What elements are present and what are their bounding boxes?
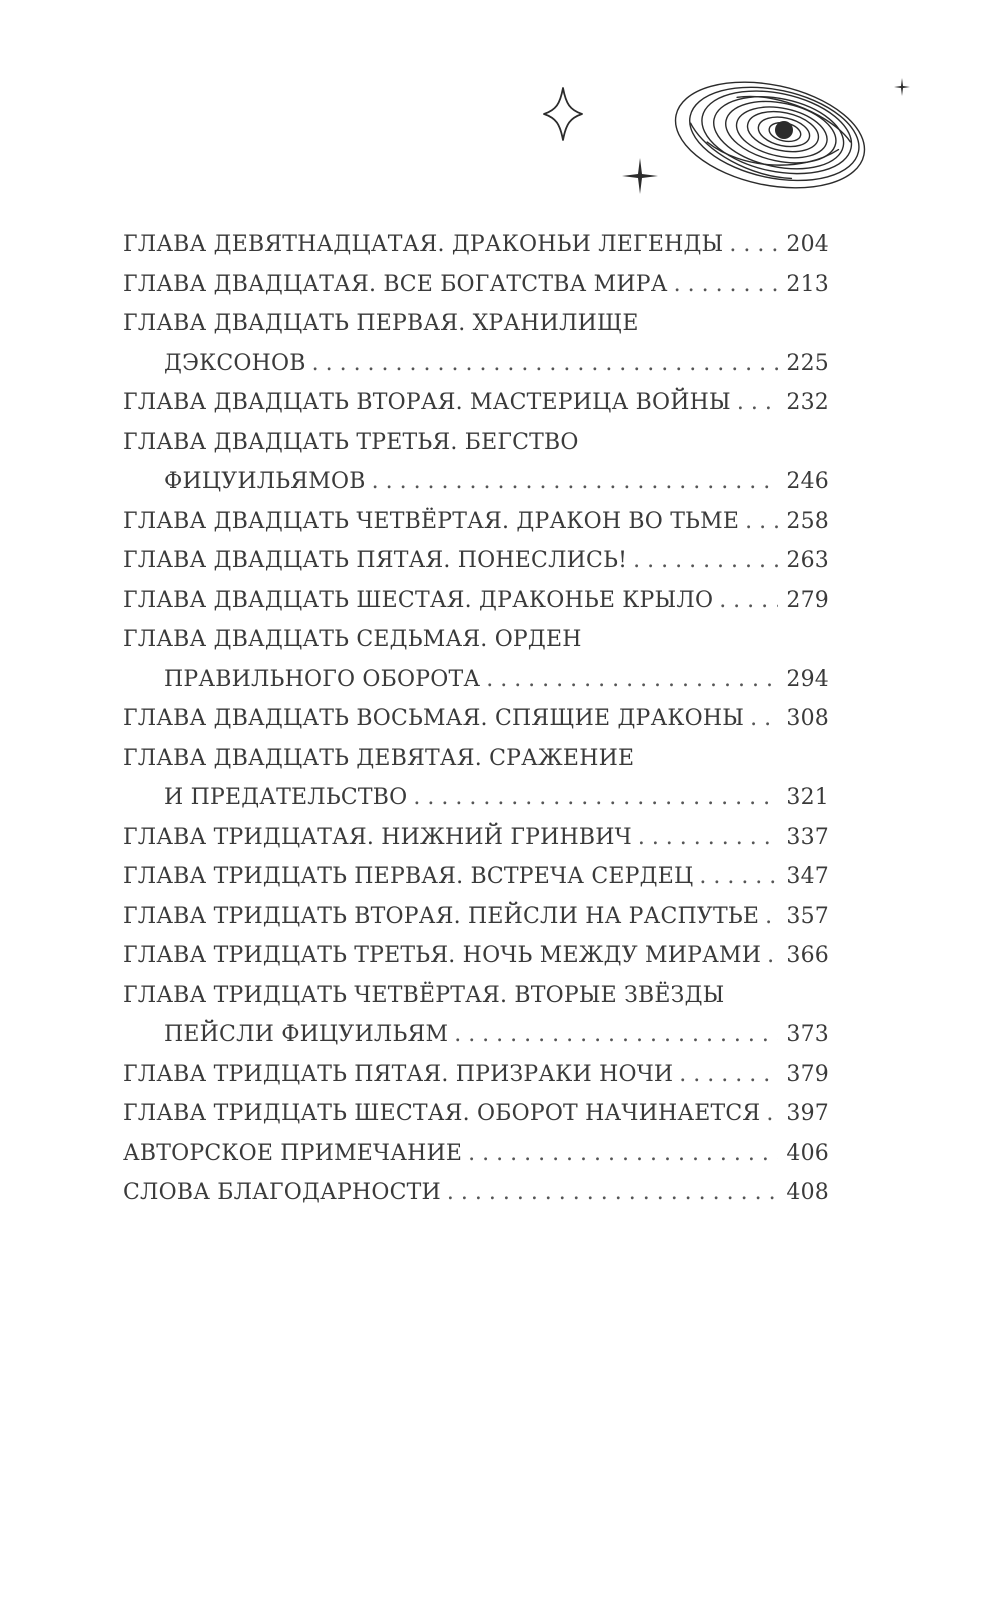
toc-page-number: 232 (786, 390, 829, 415)
toc-entry-continuation[interactable] (123, 667, 829, 707)
toc-page-number: 258 (786, 508, 829, 534)
toc-page-number: 246 (786, 469, 829, 494)
toc-page-number: 279 (786, 587, 829, 613)
toc-entry-title-continuation: ПРАВИЛЬНОГО ОБОРОТА (164, 666, 481, 692)
dot-leader (674, 272, 779, 297)
toc-page-number: 347 (786, 864, 829, 889)
toc-entry[interactable] (123, 390, 829, 430)
toc-page-number: 213 (786, 271, 829, 297)
toc-entry[interactable] (123, 509, 829, 549)
dot-leader (638, 825, 779, 850)
toc-entry-continuation[interactable] (123, 1022, 829, 1062)
toc-entry-title: ГЛАВА ДЕВЯТНАДЦАТАЯ. ДРАКОНЬИ ЛЕГЕНДЫ (123, 232, 724, 257)
toc-entry-title: ГЛАВА ТРИДЦАТАЯ. НИЖНИЙ ГРИНВИЧ (123, 824, 632, 850)
dot-leader (737, 390, 779, 415)
toc-entry[interactable] (123, 272, 829, 312)
toc-entry-title: ГЛАВА ТРИДЦАТЬ ПЕРВАЯ. ВСТРЕЧА СЕРДЕЦ (123, 864, 694, 889)
toc-entry[interactable] (123, 588, 829, 628)
toc-entry[interactable] (123, 943, 829, 983)
toc-entry[interactable] (123, 1180, 829, 1220)
toc-entry-title: ГЛАВА ТРИДЦАТЬ ВТОРАЯ. ПЕЙСЛИ НА РАСПУТЬЕ (123, 903, 760, 929)
toc-entry-title: ГЛАВА ДВАДЦАТЬ ВОСЬМАЯ. СПЯЩИЕ ДРАКОНЫ (123, 706, 745, 731)
galaxy-spiral-icon (666, 66, 875, 204)
toc-page-number: 337 (786, 824, 829, 850)
dot-leader (486, 667, 778, 692)
toc-page-number: 379 (786, 1061, 829, 1087)
dot-leader (719, 588, 778, 613)
toc-page-number: 357 (786, 903, 829, 929)
sparkle-star-icon (622, 158, 658, 194)
toc-entry-title: ГЛАВА ДВАДЦАТЬ ДЕВЯТАЯ. СРАЖЕНИЕ (123, 745, 635, 771)
sparkle-star-icon (544, 88, 582, 140)
dot-leader (447, 1180, 779, 1205)
toc-entry-title: ГЛАВА ДВАДЦАТЬ ВТОРАЯ. МАСТЕРИЦА ВОЙНЫ (123, 390, 731, 415)
toc-entry[interactable] (123, 548, 829, 588)
toc-entry-continuation[interactable] (123, 469, 829, 509)
toc-page-number: 225 (786, 350, 829, 376)
dot-leader (699, 864, 778, 889)
toc-page-number: 321 (786, 785, 829, 810)
dot-leader (765, 904, 778, 929)
toc-page-number: 263 (786, 548, 829, 573)
toc-entry[interactable] (123, 627, 829, 667)
toc-page-number: 397 (786, 1101, 829, 1126)
dot-leader (372, 469, 779, 494)
toc-entry-title-continuation: ПЕЙСЛИ ФИЦУИЛЬЯМ (164, 1022, 449, 1047)
toc-page-number: 366 (786, 943, 829, 968)
sparkle-star-icon (894, 78, 910, 96)
toc-entry-title: ГЛАВА ДВАДЦАТЬ ПЕРВАЯ. ХРАНИЛИЩЕ (123, 311, 639, 336)
toc-entry-title: АВТОРСКОЕ ПРИМЕЧАНИЕ (123, 1140, 463, 1166)
toc-entry-title: ГЛАВА ТРИДЦАТЬ ПЯТАЯ. ПРИЗРАКИ НОЧИ (123, 1061, 674, 1087)
dot-leader (729, 232, 778, 257)
toc-entry-continuation[interactable] (123, 351, 829, 391)
toc-page-number: 406 (786, 1140, 829, 1166)
dot-leader (468, 1141, 778, 1166)
toc-entry-title: ГЛАВА ДВАДЦАТЬ ПЯТАЯ. ПОНЕСЛИСЬ! (123, 548, 628, 573)
toc-entry[interactable] (123, 311, 829, 351)
toc-entry-title: ГЛАВА ТРИДЦАТЬ ШЕСТАЯ. ОБОРОТ НАЧИНАЕТСЯ (123, 1101, 761, 1126)
toc-entry[interactable] (123, 430, 829, 470)
dot-leader (767, 943, 778, 968)
toc-page-number: 373 (786, 1022, 829, 1047)
toc-entry[interactable] (123, 1141, 829, 1181)
toc-entry-title: ГЛАВА ДВАДЦАТАЯ. ВСЕ БОГАТСТВА МИРА (123, 271, 668, 297)
toc-entry[interactable] (123, 1101, 829, 1141)
dot-leader (312, 351, 779, 376)
toc-entry[interactable] (123, 232, 829, 272)
toc-entry-title: ГЛАВА ДВАДЦАТЬ ЧЕТВЁРТАЯ. ДРАКОН ВО ТЬМЕ (123, 508, 740, 534)
toc-entry-continuation[interactable] (123, 785, 829, 825)
dot-leader (633, 548, 778, 573)
dot-leader (679, 1062, 778, 1087)
toc-page-number: 294 (786, 666, 829, 692)
dot-leader (413, 785, 778, 810)
toc-page-number: 408 (786, 1180, 829, 1205)
toc-page-number: 308 (786, 706, 829, 731)
toc-entry-title: ГЛАВА ДВАДЦАТЬ ТРЕТЬЯ. БЕГСТВО (123, 429, 579, 455)
toc-entry-title-continuation: ДЭКСОНОВ (164, 350, 306, 376)
toc-entry[interactable] (123, 864, 829, 904)
toc-entry[interactable] (123, 825, 829, 865)
toc-entry-title: ГЛАВА ДВАДЦАТЬ ШЕСТАЯ. ДРАКОНЬЕ КРЫЛО (123, 587, 714, 613)
dot-leader (750, 706, 778, 731)
toc-entry[interactable] (123, 904, 829, 944)
toc-entry[interactable] (123, 983, 829, 1023)
dot-leader (745, 509, 778, 534)
toc-entry-title: СЛОВА БЛАГОДАРНОСТИ (123, 1180, 441, 1205)
dot-leader (454, 1022, 778, 1047)
toc-entry-title-continuation: ФИЦУИЛЬЯМОВ (164, 469, 366, 494)
toc-page-number: 204 (786, 232, 829, 257)
toc-entry[interactable] (123, 746, 829, 786)
dot-leader (766, 1101, 778, 1126)
toc-entry[interactable] (123, 706, 829, 746)
toc-entry-title: ГЛАВА ДВАДЦАТЬ СЕДЬМАЯ. ОРДЕН (123, 627, 582, 652)
table-of-contents (123, 232, 829, 1220)
header-decoration (0, 0, 1000, 260)
toc-entry-title-continuation: И ПРЕДАТЕЛЬСТВО (164, 785, 408, 810)
toc-entry-title: ГЛАВА ТРИДЦАТЬ ТРЕТЬЯ. НОЧЬ МЕЖДУ МИРАМИ (123, 943, 762, 968)
toc-entry[interactable] (123, 1062, 829, 1102)
toc-entry-title: ГЛАВА ТРИДЦАТЬ ЧЕТВЁРТАЯ. ВТОРЫЕ ЗВЁЗДЫ (123, 982, 725, 1008)
